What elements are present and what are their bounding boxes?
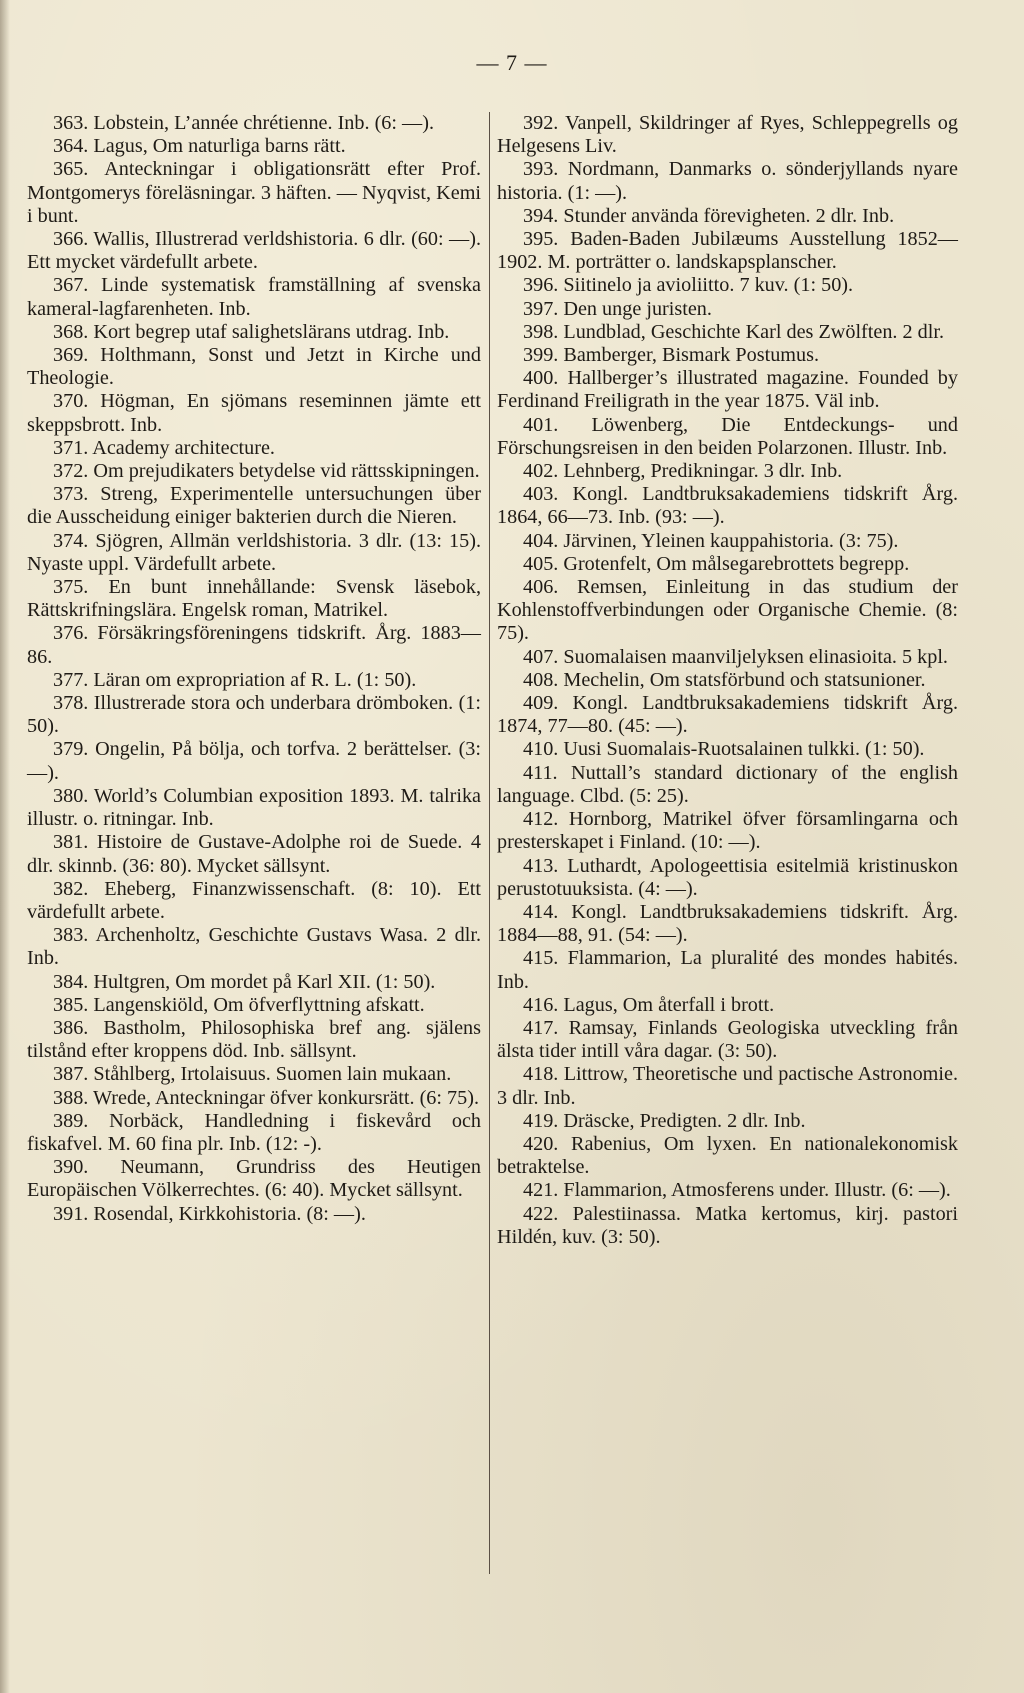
catalog-entry: 370. Högman, En sjömans reseminnen jämte ett skeppsbrott. Inb.	[27, 390, 481, 436]
catalog-entry: 407. Suomalaisen maanviljelyksen elinasioita. 5 kpl.	[523, 645, 948, 668]
page-number: — 7 —	[476, 50, 548, 75]
catalog-entry: 380. World’s Columbian exposition 1893. M. talrika illustr. o. ritningar. Inb.	[27, 784, 481, 831]
catalog-entry: 392. Vanpell, Skildringer af Ryes, Schleppegrells og Helgesens Liv.	[497, 112, 958, 158]
catalog-entry: 363. Lobstein, L’année chrétienne. Inb. (6: —).	[53, 112, 435, 134]
catalog-entry: 399. Bamberger, Bismark Postumus.	[523, 344, 820, 367]
catalog-entry: 395. Baden-Baden Jubilæums Ausstellung 1852—1902. M. porträtter o. landskapsplanscher.	[497, 228, 958, 274]
catalog-entry: 387. Ståhlberg, Irtolaisuus. Suomen lain mukaan.	[53, 1063, 452, 1086]
left-column	[27, 112, 481, 1226]
catalog-entry: 416. Lagus, Om återfall i brott.	[523, 993, 775, 1016]
catalog-entry: 404. Järvinen, Yleinen kauppahistoria. (3: 75).	[523, 529, 899, 552]
catalog-entry: 408. Mechelin, Om statsförbund och statsunioner.	[523, 668, 926, 691]
catalog-entry: 378. Illustrerade stora och underbara drömboken. (1: 50).	[27, 692, 481, 738]
right-column	[497, 112, 958, 1249]
catalog-entry: 376. Försäkringsföreningens tidskrift. Årg. 1883—86.	[27, 622, 481, 668]
catalog-entry: 415. Flammarion, La pluralité des mondes habités. Inb.	[497, 947, 958, 993]
catalog-entry: 369. Holthmann, Sonst und Jetzt in Kirche und Theologie.	[27, 344, 481, 390]
catalog-entry: 390. Neumann, Grundriss des Heutigen Europäischen Völkerrechtes. (6: 40). Mycket sällsynt.	[27, 1156, 481, 1202]
catalog-entry: 388. Wrede, Anteckningar öfver konkursrätt. (6: 75).	[53, 1086, 479, 1109]
catalog-entry: 393. Nordmann, Danmarks o. sönderjyllands nyare historia. (1: —).	[497, 158, 958, 204]
catalog-entry: 413. Luthardt, Apologeettisia esitelmiä kristinuskon perustotuuksista. (4: —).	[497, 854, 958, 900]
catalog-entry: 386. Bastholm, Philosophiska bref ang. själens tilstånd efter kroppens död. Inb. sällsynt.	[27, 1016, 481, 1063]
catalog-entry: 367. Linde systematisk framställning af svenska kameral-lagfarenheten. Inb.	[27, 274, 481, 320]
page-edge-shadow	[0, 0, 10, 1693]
catalog-entry: 422. Palestiinassa. Matka kertomus, kirj. pastori Hildén, kuv. (3: 50).	[497, 1202, 958, 1248]
catalog-entry: 372. Om prejudikaters betydelse vid rättsskipningen.	[53, 460, 480, 483]
catalog-entry: 377. Läran om expropriation af R. L. (1: 50).	[53, 668, 417, 691]
catalog-entry: 421. Flammarion, Atmosferens under. Illustr. (6: —).	[523, 1179, 951, 1202]
catalog-entry: 403. Kongl. Landtbruksakademiens tidskrift Årg. 1864, 66—73. Inb. (93: —).	[497, 483, 958, 529]
catalog-entry: 406. Remsen, Einleitung in das studium der Kohlenstoffverbindungen oder Organische Chemie. (8: 75).	[497, 576, 958, 645]
catalog-entry: 365. Anteckningar i obligationsrätt efter Prof. Montgomerys föreläsningar. 3 häften. — Nyqvist, Kemi i bunt.	[27, 158, 481, 227]
catalog-entry: 374. Sjögren, Allmän verldshistoria. 3 dlr. (13: 15). Nyaste uppl. Värdefullt arbete.	[27, 529, 481, 575]
catalog-entry: 398. Lundblad, Geschichte Karl des Zwölften. 2 dlr.	[523, 320, 945, 343]
catalog-entry: 400. Hallberger’s illustrated magazine. Founded by Ferdinand Freiligrath in the year 1875. Väl inb.	[497, 367, 958, 413]
catalog-entry: 402. Lehnberg, Predikningar. 3 dlr. Inb.	[523, 460, 843, 483]
catalog-entry: 384. Hultgren, Om mordet på Karl XII. (1: 50).	[53, 970, 436, 993]
catalog-entry: 394. Stunder använda förevigheten. 2 dlr. Inb.	[523, 204, 895, 227]
catalog-entry: 364. Lagus, Om naturliga barns rätt.	[53, 135, 346, 158]
catalog-entry: 385. Langenskiöld, Om öfverflyttning afskatt.	[53, 993, 425, 1016]
catalog-entry: 375. En bunt innehållande: Svensk läsebok, Rättskrifningslära. Engelsk roman, Matrikel.	[27, 576, 481, 622]
catalog-entry: 389. Norbäck, Handledning i fiskevård och fiskafvel. M. 60 fina plr. Inb. (12: -).	[27, 1109, 481, 1155]
catalog-entry: 414. Kongl. Landtbruksakademiens tidskrift. Årg. 1884—88, 91. (54: —).	[497, 900, 958, 947]
catalog-entry: 381. Histoire de Gustave-Adolphe roi de Suede. 4 dlr. skinnb. (36: 80). Mycket sällsynt.	[27, 831, 481, 877]
catalog-entry: 409. Kongl. Landtbruksakademiens tidskrift Årg. 1874, 77—80. (45: —).	[497, 692, 958, 738]
catalog-entry: 391. Rosendal, Kirkkohistoria. (8: —).	[53, 1202, 366, 1225]
catalog-entry: 368. Kort begrep utaf salighetslärans utdrag. Inb.	[53, 320, 450, 343]
catalog-entry: 417. Ramsay, Finlands Geologiska utveckling från älsta tider intill våra dagar. (3: 50).	[497, 1016, 958, 1063]
catalog-entry: 371. Academy architecture.	[53, 436, 275, 459]
catalog-entry: 397. Den unge juristen.	[523, 297, 712, 320]
catalog-entry: 373. Streng, Experimentelle untersuchungen über die Ausscheidung einiger bakterien durch die Nieren.	[27, 483, 481, 529]
catalog-entry: 396. Siitinelo ja avioliitto. 7 kuv. (1: 50).	[523, 274, 854, 297]
column-divider	[489, 112, 490, 1574]
catalog-entry: 366. Wallis, Illustrerad verldshistoria. 6 dlr. (60: —). Ett mycket värdefullt arbete.	[27, 228, 481, 274]
catalog-entry: 418. Littrow, Theoretische und pactische Astronomie. 3 dlr. Inb.	[497, 1063, 958, 1109]
catalog-entry: 410. Uusi Suomalais-Ruotsalainen tulkki. (1: 50).	[523, 738, 925, 761]
catalog-entry: 420. Rabenius, Om lyxen. En nationalekonomisk betraktelse.	[497, 1132, 958, 1179]
catalog-entry: 405. Grotenfelt, Om målsegarebrottets begrepp.	[523, 552, 910, 575]
catalog-entry: 412. Hornborg, Matrikel öfver församlingarna och presterskapet i Finland. (10: —).	[497, 808, 958, 854]
catalog-entry: 411. Nuttall’s standard dictionary of the english language. Clbd. (5: 25).	[497, 761, 958, 807]
catalog-entry: 401. Löwenberg, Die Entdeckungs- und Förschungsreisen in den beiden Polarzonen. Illustr. Inb.	[497, 413, 958, 459]
catalog-entry: 419. Dräscke, Predigten. 2 dlr. Inb.	[523, 1109, 806, 1132]
catalog-entry: 382. Eheberg, Finanzwissenschaft. (8: 10). Ett värdefullt arbete.	[27, 877, 481, 923]
catalog-entry: 379. Ongelin, På bölja, och torfva. 2 berättelser. (3: —).	[27, 738, 481, 784]
catalog-entry: 383. Archenholtz, Geschichte Gustavs Wasa. 2 dlr. Inb.	[27, 924, 481, 970]
